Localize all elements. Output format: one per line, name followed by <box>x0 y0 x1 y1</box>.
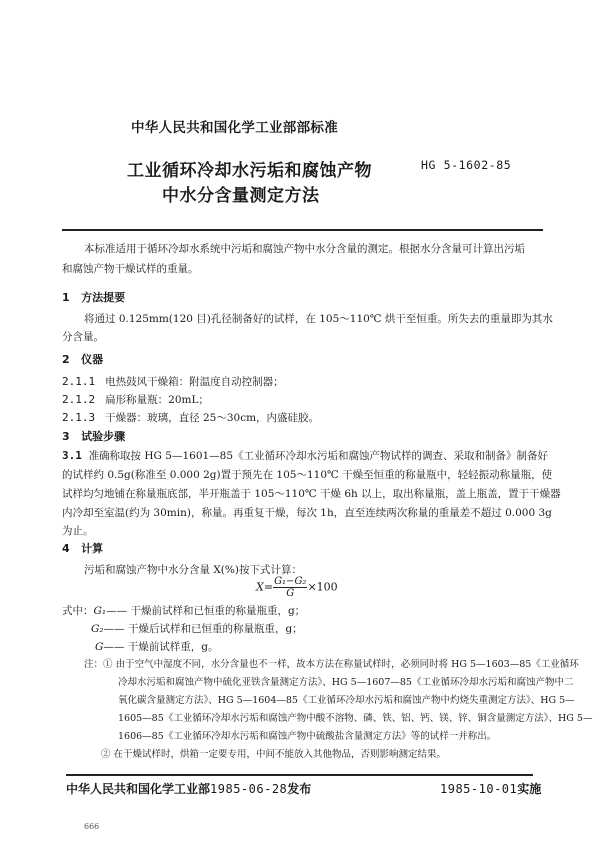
section-number: 2 <box>62 353 70 366</box>
variable-row <box>95 637 218 657</box>
variable-symbol: G₂ <box>91 623 104 635</box>
page-number: 666 <box>84 822 100 831</box>
note-1-line-5: 1606—85《工业循环冷却水污垢和腐蚀产物中硫酸盐含量测定方法》等的试样一并称出。 <box>118 731 497 742</box>
variable-desc: —— 干燥前试样和已恒重的称量瓶重，g； <box>106 605 306 617</box>
section-title: 计算 <box>81 542 104 555</box>
list-item <box>62 390 209 410</box>
moisture-formula <box>256 576 338 599</box>
footer-divider <box>66 774 533 776</box>
list-item <box>62 408 319 428</box>
section-3-line-1 <box>62 446 548 466</box>
item-number: 2.1.1 <box>62 375 96 388</box>
note-1-line-3: 氧化碳含量测定方法》、HG 5—1604—85《工业循环冷却水污垢和腐蚀产物中灼烧失重测定方法》、HG 5— <box>118 695 575 706</box>
section-number: 1 <box>62 291 70 304</box>
section-2-heading <box>62 351 103 367</box>
issue-suffix: 发布 <box>287 782 312 796</box>
effective-statement <box>440 780 541 797</box>
organization-standard-heading: 中华人民共和国化学工业部部标准 <box>131 120 338 136</box>
section-4-heading <box>62 540 103 556</box>
section-title: 试验步骤 <box>81 430 126 443</box>
item-text: 电热鼓风干燥箱：附温度自动控制器； <box>105 376 284 388</box>
standard-code: HG 5-1602-85 <box>421 158 512 172</box>
note-marker: ② <box>101 749 111 760</box>
effective-date: 1985-10-01 <box>440 782 518 796</box>
formula-denominator: G <box>286 588 295 599</box>
issue-date: 1985-06-28 <box>210 782 288 796</box>
document-title-line1: 工业循环冷却水污垢和腐蚀产物 <box>127 161 372 181</box>
formula-multiplier: ×100 <box>307 580 338 594</box>
section-3-line-3: 试样均匀地铺在称量瓶底部，半开瓶盖于 105～110℃ 干燥 6h 以上，取出称量瓶，盖上瓶盖，置于干燥器 <box>62 488 561 500</box>
note-1-line-1 <box>84 655 579 675</box>
issue-statement <box>66 780 311 797</box>
section-1-line-1: 将通过 0.125mm(120 目)孔径制备好的试样，在 105～110℃ 烘干至恒重。所失去的重量即为其水 <box>84 313 553 325</box>
item-text: 干燥器：玻璃，直径 25～30cm，内盛硅胶。 <box>105 412 320 424</box>
variable-desc: —— 干燥后试样和已恒重的称量瓶重，g； <box>103 623 303 635</box>
variable-symbol: G <box>95 641 104 653</box>
note-text: 由于空气中湿度不同，水分含量也不一样，故本方法在称量试样时，必须同时将 HG 5—1603—85《工业循环 <box>115 659 579 670</box>
calculation-intro: 污垢和腐蚀产物中水分含量 X(%)按下式计算： <box>84 564 302 576</box>
formula-fraction <box>273 576 307 599</box>
section-number: 3 <box>62 430 70 443</box>
header-divider <box>62 229 543 231</box>
item-number: 2.1.3 <box>62 411 96 424</box>
section-title: 仪器 <box>81 353 104 366</box>
intro-line-2: 和腐蚀产物干燥试样的重量。 <box>62 263 199 275</box>
list-item <box>62 372 284 392</box>
variable-symbol: G₁ <box>93 605 107 617</box>
intro-line-1: 本标准适用于循环冷却水系统中污垢和腐蚀产物中水分含量的测定。根据水分含量可计算出污垢 <box>84 243 525 255</box>
section-3-line-5: 为止。 <box>62 525 94 537</box>
formula-lhs: X= <box>256 580 274 594</box>
section-1-heading <box>62 289 125 305</box>
notes-label: 注： <box>84 659 104 670</box>
effective-suffix: 实施 <box>517 782 542 796</box>
variable-row <box>62 601 305 621</box>
issuer: 中华人民共和国化学工业部 <box>66 782 211 796</box>
note-2 <box>101 745 446 765</box>
item-text: 扁形称量瓶：20mL； <box>105 394 209 406</box>
note-1-line-2: 冷却水污垢和腐蚀产物中硫化亚铁含量测定方法》、HG 5—1607—85《工业循环冷却水污垢和腐蚀产物中二 <box>118 677 574 688</box>
section-title: 方法提要 <box>81 291 126 304</box>
formula-numerator: G₁−G₂ <box>274 576 307 587</box>
item-text: 准确称取按 HG 5—1601—85《工业循环冷却水污垢和腐蚀产物试样的调查、采取和制备》制备好 <box>88 450 549 462</box>
section-3-heading <box>62 428 125 444</box>
section-3-line-2: 的试样约 0.5g(称准至 0.000 2g)置于预先在 105～110℃ 干燥至恒重的称量瓶中，轻轻振动称量瓶，使 <box>62 469 553 481</box>
note-1-line-4: 1605—85《工业循环冷却水污垢和腐蚀产物中酸不溶物、磷、铁、铝、钙、镁、锌、铜含量测定方法》、HG 5— <box>118 713 593 724</box>
section-number: 4 <box>62 542 70 555</box>
section-1-line-2: 分含量。 <box>62 331 104 343</box>
note-marker: ① <box>103 659 113 670</box>
item-number: 2.1.2 <box>62 393 96 406</box>
section-3-line-4: 内冷却至室温(约为 30min)，称量。再重复干燥，每次 1h，直至连续两次称量的重量差不超过 0.000 3g <box>62 507 552 519</box>
variable-row <box>91 619 303 639</box>
note-text: 在干燥试样时，烘箱一定要专用，中间不能放入其他物品，否则影响测定结果。 <box>113 749 447 760</box>
where-label: 式中： <box>62 605 94 617</box>
variable-desc: —— 干燥前试样重，g。 <box>103 641 219 653</box>
document-title-line2: 中水分含量测定方法 <box>162 186 320 206</box>
item-number: 3.1 <box>62 449 82 462</box>
